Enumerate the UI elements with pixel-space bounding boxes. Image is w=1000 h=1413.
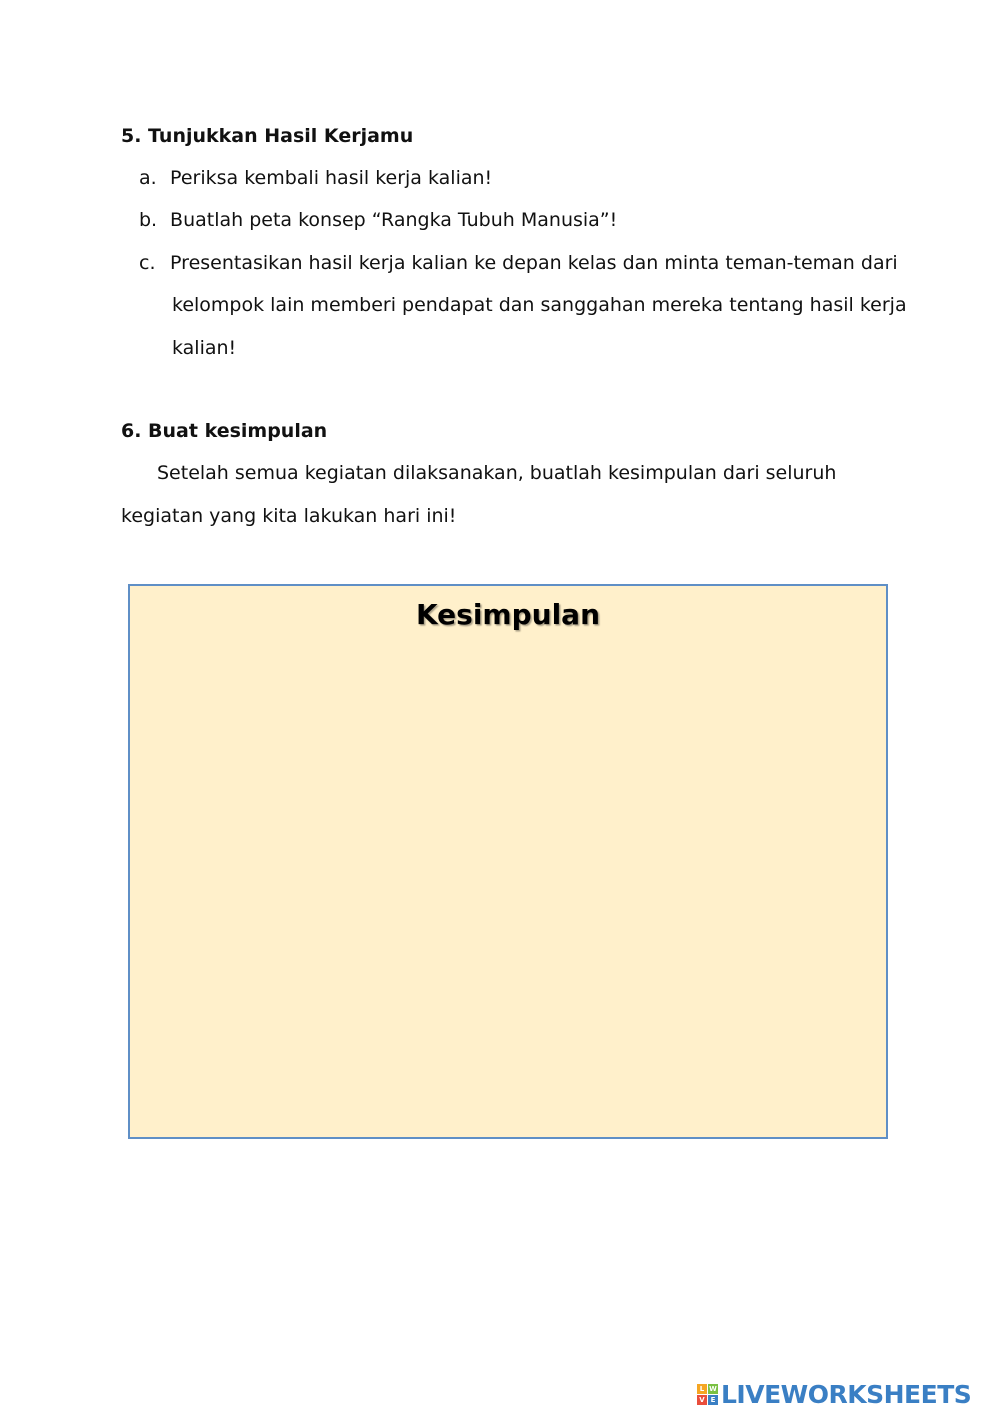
- list-marker: b.: [139, 209, 158, 231]
- logo-tiles-icon: [697, 1384, 718, 1405]
- list-item-c: [139, 251, 898, 275]
- list-item-a: [139, 166, 492, 190]
- section-6-title: 6. Buat kesimpulan: [121, 420, 328, 442]
- logo-tile: V: [697, 1395, 707, 1405]
- section-6-paragraph-line: kegiatan yang kita lakukan hari ini!: [121, 505, 457, 527]
- logo-tile: W: [709, 1384, 717, 1393]
- list-marker: c.: [139, 252, 156, 274]
- logo-text: LIVEWORKSHEETS: [721, 1379, 972, 1409]
- section-5-title: 5. Tunjukkan Hasil Kerjamu: [121, 125, 414, 147]
- conclusion-answer-box[interactable]: [128, 584, 888, 1139]
- list-item-text: Periksa kembali hasil kerja kalian!: [170, 167, 493, 189]
- list-item-c-continuation: kalian!: [172, 337, 237, 359]
- list-item-c-continuation: kelompok lain memberi pendapat dan sanggahan mereka tentang hasil kerja: [172, 294, 907, 316]
- liveworksheets-logo: [697, 1379, 971, 1409]
- conclusion-box-title: Kesimpulan: [415, 598, 601, 631]
- list-item-b: [139, 208, 617, 232]
- list-item-text: Presentasikan hasil kerja kalian ke depan kelas dan minta teman-teman dari: [170, 252, 898, 274]
- logo-tile: L: [697, 1384, 707, 1394]
- logo-tile: E: [708, 1395, 718, 1405]
- list-item-text: Buatlah peta konsep “Rangka Tubuh Manusia”!: [170, 209, 618, 231]
- section-6-paragraph-line: Setelah semua kegiatan dilaksanakan, buatlah kesimpulan dari seluruh: [157, 462, 837, 484]
- list-marker: a.: [139, 167, 157, 189]
